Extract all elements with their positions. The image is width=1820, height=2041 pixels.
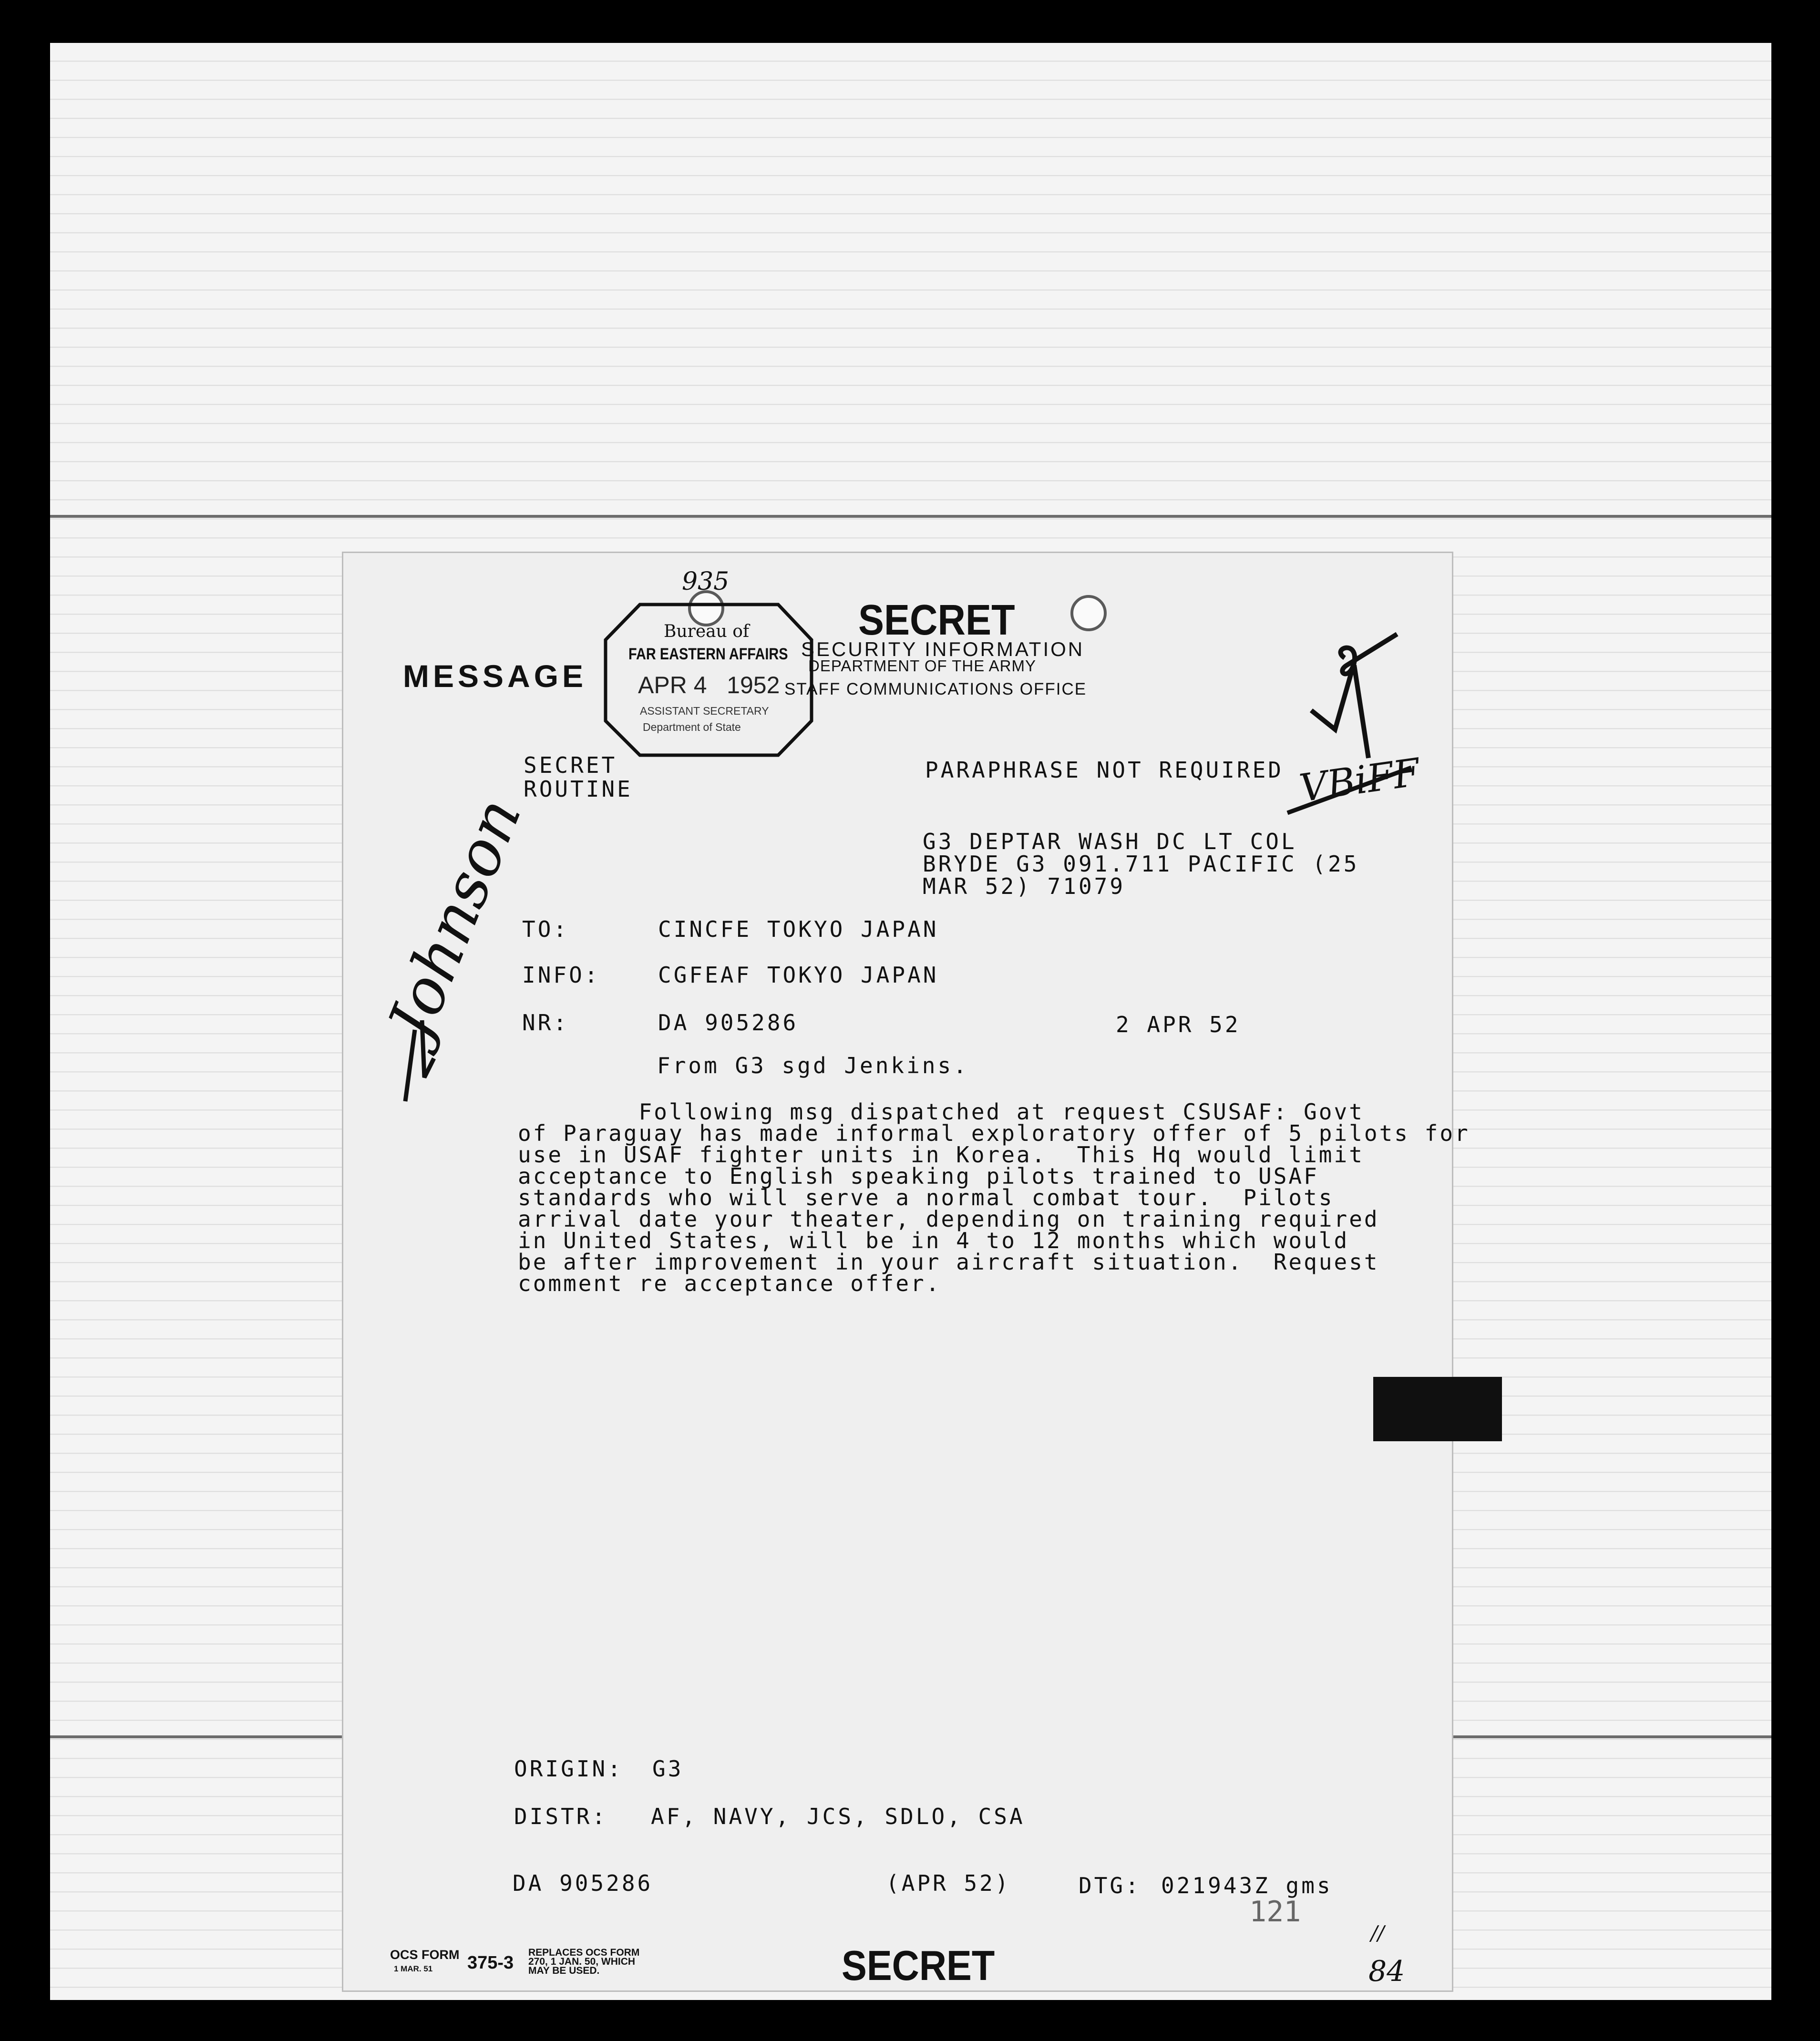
strike-through	[1283, 758, 1416, 820]
margin-mark: //	[1371, 1921, 1385, 1945]
stamp-office: FAR EASTERN AFFAIRS	[628, 645, 788, 663]
initials-mark	[1302, 620, 1407, 772]
redaction-block	[1373, 1377, 1502, 1441]
message-date: 2 APR 52	[1116, 1012, 1241, 1037]
to-label: TO:	[522, 916, 569, 942]
dtg-label: DTG:	[1079, 1873, 1141, 1898]
stamp-number: 935	[682, 567, 730, 596]
nr-value: DA 905286	[658, 1010, 799, 1036]
to-value: CINCFE TOKYO JAPAN	[658, 916, 939, 942]
distr-label: DISTR:	[514, 1804, 608, 1829]
body-line-1: Following msg dispatched at request CSUSAF: Govt	[518, 1099, 1364, 1125]
punch-hole-right	[1070, 595, 1107, 631]
security-information: SECURITY INFORMATION	[801, 638, 1085, 660]
form-label: OCS FORM	[390, 1948, 460, 1962]
office-name: STAFF COMMUNICATIONS OFFICE	[784, 680, 1087, 698]
stamp-department: Department of State	[643, 721, 741, 733]
paraphrase-note: PARAPHRASE NOT REQUIRED	[925, 757, 1284, 783]
classification-footer: SECRET	[842, 1942, 995, 1989]
body-line-7: in United States, will be in 4 to 12 months which would	[518, 1228, 1349, 1253]
classification-line: SECRET	[524, 752, 617, 778]
corner-number: 84	[1368, 1955, 1405, 1988]
origin-value: G3	[652, 1756, 684, 1782]
body-line-8: be after improvement in your aircraft situation. Request	[518, 1249, 1379, 1275]
form-date: 1 MAR. 51	[394, 1964, 433, 1973]
body-line-5: standards who will serve a normal combat tour. Pilots	[518, 1185, 1334, 1210]
body-line-4: acceptance to English speaking pilots trained to USAF	[518, 1163, 1319, 1189]
stamp-bureau: Bureau of	[664, 622, 750, 641]
form-replaces-1: REPLACES OCS FORM	[528, 1947, 640, 1958]
form-replaces-3: MAY BE USED.	[528, 1965, 600, 1976]
department-name: DEPARTMENT OF THE ARMY	[808, 657, 1036, 675]
stamp-assistant-secretary: ASSISTANT SECRETARY	[640, 705, 769, 717]
reference-line-1: G3 DEPTAR WASH DC LT COL	[923, 829, 1297, 854]
distr-value: AF, NAVY, JCS, SDLO, CSA	[651, 1804, 1025, 1829]
form-number: 375-3	[467, 1953, 514, 1973]
body-line-2: of Paraguay has made informal exploratory offer of 5 pilots for	[518, 1120, 1470, 1146]
nr-label: NR:	[522, 1010, 569, 1036]
signature-johnson: Johnson	[374, 788, 535, 1048]
page-number: 121	[1249, 1895, 1301, 1928]
info-label: INFO:	[522, 962, 600, 988]
precedence-line: ROUTINE	[524, 776, 633, 802]
margin-check-mark	[396, 1011, 448, 1106]
body-line-9: comment re acceptance offer.	[518, 1271, 941, 1296]
film-divider-top	[50, 515, 1771, 518]
info-value: CGFEAF TOKYO JAPAN	[658, 962, 939, 988]
from-line: From G3 sgd Jenkins.	[657, 1053, 969, 1078]
reference-line-2: BRYDE G3 091.711 PACIFIC (25	[923, 851, 1359, 877]
body-line-6: arrival date your theater, depending on training required	[518, 1206, 1379, 1232]
form-replaces-2: 270, 1 JAN. 50, WHICH	[528, 1956, 636, 1967]
origin-label: ORIGIN:	[514, 1756, 623, 1782]
form-title: MESSAGE	[403, 658, 587, 694]
crossed-note: VBiFF	[1296, 749, 1423, 811]
dtg-value: 021943Z gms	[1161, 1873, 1333, 1898]
footer-message-number: DA 905286	[513, 1870, 653, 1896]
body-line-3: use in USAF fighter units in Korea. This Hq would limit	[518, 1142, 1364, 1168]
footer-date: (APR 52)	[886, 1870, 1011, 1896]
stamp-date: APR 4 1952	[638, 672, 780, 698]
reference-line-3: MAR 52) 71079	[923, 873, 1126, 899]
classification-header: SECRET	[858, 596, 1015, 644]
